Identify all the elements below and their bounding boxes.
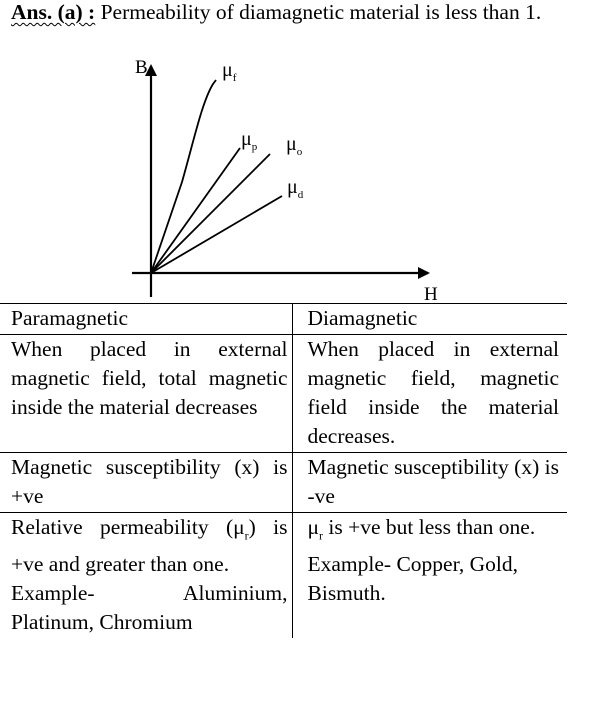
label-mu-f: $\mu_f$	[222, 59, 237, 84]
cell-dia-field: When placed in external magnetic field, magnetic field inside the material decreases.	[292, 335, 567, 453]
curve-mu-f	[151, 80, 216, 273]
para-example-line-1: Example- Aluminium,	[11, 581, 288, 606]
para-permeability-text: Relative permeability $(\mu_r)$ is +ve and greater than one.	[11, 515, 288, 577]
para-example-line-2: Platinum, Chromium	[11, 610, 193, 635]
dia-example: Example- Copper, Gold, Bismuth.	[307, 552, 519, 606]
cell-para-field: When placed in external magnetic field, total magnetic inside the material decreases	[0, 335, 292, 453]
answer-text: Permeability of diamagnetic material is less than 1.	[95, 0, 542, 24]
cell-para-susceptibility: Magnetic susceptibility (x) is +ve	[0, 453, 292, 513]
cell-dia-susceptibility: Magnetic susceptibility (x) is -ve	[292, 453, 567, 513]
table-row	[0, 453, 567, 513]
table-header-row	[0, 304, 567, 335]
cell-para-permeability	[0, 513, 292, 639]
x-axis-label: H	[424, 284, 438, 305]
table-row	[0, 335, 567, 453]
dia-permeability-text: $\mu_r$ is +ve but less than one.	[307, 515, 536, 543]
curve-mu-p	[151, 148, 240, 273]
label-mu-p: $\mu_p$	[241, 128, 258, 153]
y-axis-label: B	[135, 57, 148, 78]
label-mu-d: $\mu_d$	[287, 176, 304, 201]
label-mu-o: $\mu_o$	[286, 133, 303, 158]
cell-dia-permeability	[292, 513, 567, 639]
comparison-table	[0, 303, 567, 638]
header-paramagnetic: Paramagnetic	[0, 304, 292, 335]
header-diamagnetic: Diamagnetic	[292, 304, 567, 335]
answer-option: Ans. (a) :	[11, 0, 96, 24]
bh-graph	[0, 0, 614, 306]
table-row	[0, 513, 567, 639]
